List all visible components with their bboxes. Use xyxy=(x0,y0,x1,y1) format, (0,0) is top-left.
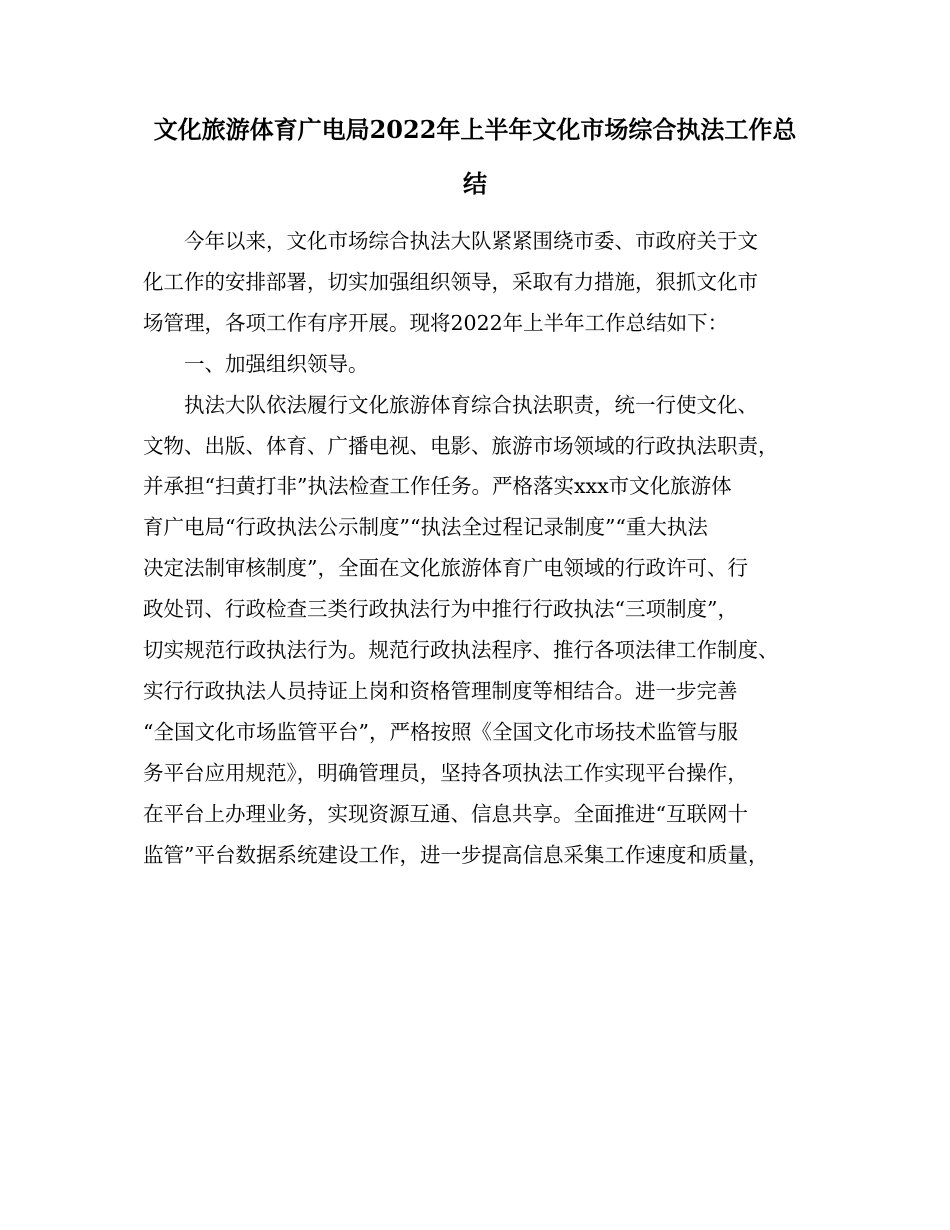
paragraph-line: 并承担“扫黄打非”执法检查工作任务。严格落实xxx市文化旅游体 xyxy=(143,474,732,499)
paragraph-line: 在平台上办理业务，实现资源互通、信息共享。全面推进“互联网十 xyxy=(143,801,748,826)
paragraph-line: 决定法制审核制度”，全面在文化旅游体育广电领域的行政许可、行 xyxy=(143,556,748,581)
paragraph-line: 切实规范行政执法行为。规范行政执法程序、推行各项法律工作制度、 xyxy=(143,638,779,663)
paragraph-line: 文物、出版、体育、广播电视、电影、旅游市场领域的行政执法职责， xyxy=(143,433,779,458)
paragraph-line: 监管”平台数据系统建设工作，进一步提高信息采集工作速度和质量， xyxy=(143,842,769,867)
paragraph-line: 政处罚、行政检查三类行政执法行为中推行行政执法“三项制度”， xyxy=(143,597,738,622)
paragraph-line: “全国文化市场监管平台”，严格按照《全国文化市场技术监管与服 xyxy=(143,719,738,744)
document-body xyxy=(143,221,810,876)
paragraph-line: 育广电局“行政执法公示制度”“执法全过程记录制度”“重大执法 xyxy=(143,515,708,540)
title-line-1: 文化旅游体育广电局2022年上半年文化市场综合执法工作总 xyxy=(153,115,797,144)
paragraph-line: 务平台应用规范》，明确管理员，坚持各项执法工作实现平台操作， xyxy=(143,760,748,785)
section-heading: 一、加强组织领导。 xyxy=(184,351,369,376)
paragraph-line: 场管理，各项工作有序开展。现将2022年上半年工作总结如下： xyxy=(143,310,729,335)
document-title xyxy=(140,103,810,211)
paragraph-line: 执法大队依法履行文化旅游体育综合执法职责，统一行使文化、 xyxy=(184,392,758,417)
paragraph-line: 化工作的安排部署，切实加强组织领导，采取有力措施，狠抓文化市 xyxy=(143,269,758,294)
paragraph-line: 实行行政执法人员持证上岗和资格管理制度等相结合。进一步完善 xyxy=(143,678,738,703)
title-line-2: 结 xyxy=(463,169,487,198)
paragraph-line: 今年以来，文化市场综合执法大队紧紧围绕市委、市政府关于文 xyxy=(184,229,758,253)
